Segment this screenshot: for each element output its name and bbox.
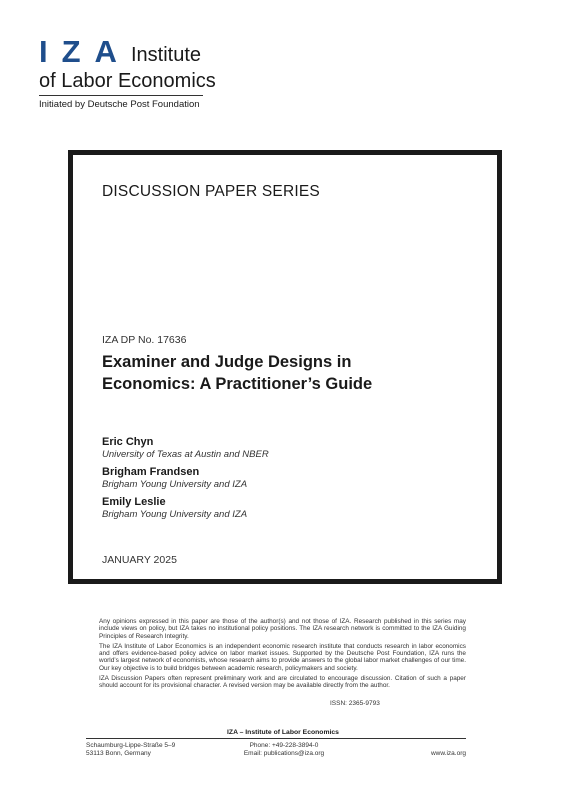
paper-title xyxy=(102,351,482,395)
dp-number: IZA DP No. 17636 xyxy=(102,334,187,346)
footer-title: IZA – Institute of Labor Economics xyxy=(227,729,339,736)
disclaimer-block xyxy=(99,618,466,693)
author-affiliation: Brigham Young University and IZA xyxy=(102,479,248,490)
author-name: Brigham Frandsen xyxy=(102,466,200,478)
logo-institute-word: Institute xyxy=(131,44,202,66)
disclaimer-paragraph: IZA Discussion Papers often represent preliminary work and are circulated to encourage discussion. Citation of such a paper should account for its provisional character. A revised version may be available directly from the author. xyxy=(99,675,466,690)
disclaimer-paragraph: The IZA Institute of Labor Economics is an independent economic research institute that conducts research in labor economics and offers evidence-based policy advice on labor market issues. Supported by the Deutsche Post Foundation, IZA runs the world’s largest network of economists, whose research aims to provide answers to the global labor market challenges of our time. Our key objective is to build bridges between academic research, policymakers and society. xyxy=(99,642,466,672)
footer-address xyxy=(86,742,175,758)
paper-title-line: Economics: A Practitioner’s Guide xyxy=(102,375,373,393)
website-link[interactable]: www.iza.org xyxy=(430,750,466,757)
disclaimer-paragraph: Any opinions expressed in this paper are those of the author(s) and not those of IZA. Research published in this series may include views on policy, but IZA takes no institutional policy positions. The IZA research network is committed to the IZA Guiding Principles of Research Integrity. xyxy=(99,618,466,640)
cover-frame xyxy=(68,150,502,584)
footer-contact xyxy=(224,742,344,758)
logo-initiated-by: Initiated by Deutsche Post Foundation xyxy=(39,99,200,110)
author-affiliation: University of Texas at Austin and NBER xyxy=(102,449,269,460)
publication-date: JANUARY 2025 xyxy=(102,554,177,566)
address-line: Schaumburg-Lippe-Straße 5–9 xyxy=(86,742,176,749)
logo-divider xyxy=(39,95,203,96)
author-list xyxy=(102,436,269,526)
paper-title-line: Examiner and Judge Designs in xyxy=(102,353,352,371)
email-link[interactable]: Email: publications@iza.org xyxy=(243,750,325,757)
logo-iza-letters: IZA xyxy=(39,34,131,69)
phone-text: Phone: +49-228-3894-0 xyxy=(249,742,319,749)
author-affiliation: Brigham Young University and IZA xyxy=(102,509,248,520)
address-line: 53113 Bonn, Germany xyxy=(86,750,151,757)
author-name: Eric Chyn xyxy=(102,436,154,448)
footer-divider xyxy=(86,738,466,739)
issn-number: ISSN: 2365-9793 xyxy=(330,700,380,707)
author-name: Emily Leslie xyxy=(102,496,166,508)
series-title: DISCUSSION PAPER SERIES xyxy=(102,183,320,200)
logo-labor-economics: of Labor Economics xyxy=(39,70,216,92)
